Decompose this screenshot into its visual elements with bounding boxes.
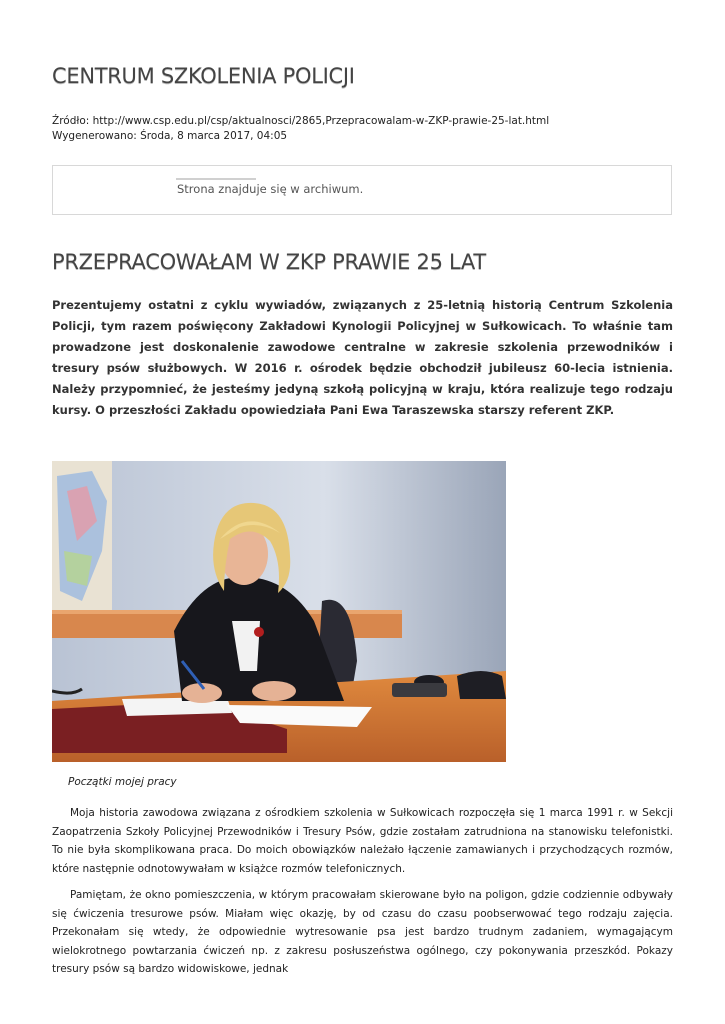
article-photo <box>52 461 506 762</box>
archive-divider <box>176 178 256 180</box>
photo-caption: Początki mojej pracy <box>68 776 177 788</box>
article-paragraph: Moja historia zawodowa związana z ośrodkiem szkolenia w Sułkowicach rozpoczęła się 1 marca 1991 r. w Sekcji Zaopatrzenia Szkoły Policyjnej Przewodników i Tresury Psów, gdzie zostałam zatrudniona na stanowisku telefonistki. To nie była skomplikowana praca. Do moich obowiązków należało łączenie zamawianych i przychodzących rozmów, które następnie odnotowywałam w książce rozmów telefonicznych. <box>52 807 673 875</box>
article-lead: Prezentujemy ostatni z cyklu wywiadów, związanych z 25-letnią historią Centrum Szkolenia Policji, tym razem poświęcony Zakładowi Kynologii Policyjnej w Sułkowicach. To właśnie tam prowadzone jest doskonalenie zawodowe centralne w zakresie szkolenia przewodników i tresury psów służbowych. W 2016 r. ośrodek będzie obchodził jubileusz 60-lecia istnienia. Należy przypomnieć, że jesteśmy jedyną szkołą policyjną w kraju, która realizuje tego rodzaju kursy. O przeszłości Zakładu opowiedziała Pani Ewa Taraszewska starszy referent ZKP. <box>52 298 673 417</box>
generated-date: Wygenerowano: Środa, 8 marca 2017, 04:05 <box>52 130 288 142</box>
document-meta <box>52 114 549 144</box>
article-paragraph: Pamiętam, że okno pomieszczenia, w którym pracowałam skierowane było na poligon, gdzie codziennie odbywały się ćwiczenia tresurowe psów. Miałam więc okazję, by od czasu do czasu poobserwować tego rodzaju zajęcia. Przekonałam się wtedy, że odpowiednie wytresowanie psa jest bardzo trudnym zadaniem, wymagającym wielokrotnego powtarzania ćwiczeń np. z zakresu posłuszeństwa ogólnego, czy pokonywania przeszkód. Pokazy tresury psów są bardzo widowiskowe, jednak <box>52 889 673 975</box>
source-url: Źródło: http://www.csp.edu.pl/csp/aktualnosci/2865,Przepracowalam-w-ZKP-prawie-25-lat.html <box>52 115 550 127</box>
site-title: CENTRUM SZKOLENIA POLICJI <box>52 64 355 88</box>
archive-notice-box <box>52 165 672 215</box>
archive-notice: Strona znajduje się w archiwum. <box>177 182 364 196</box>
article-title: PRZEPRACOWAŁAM W ZKP PRAWIE 25 LAT <box>52 250 486 274</box>
